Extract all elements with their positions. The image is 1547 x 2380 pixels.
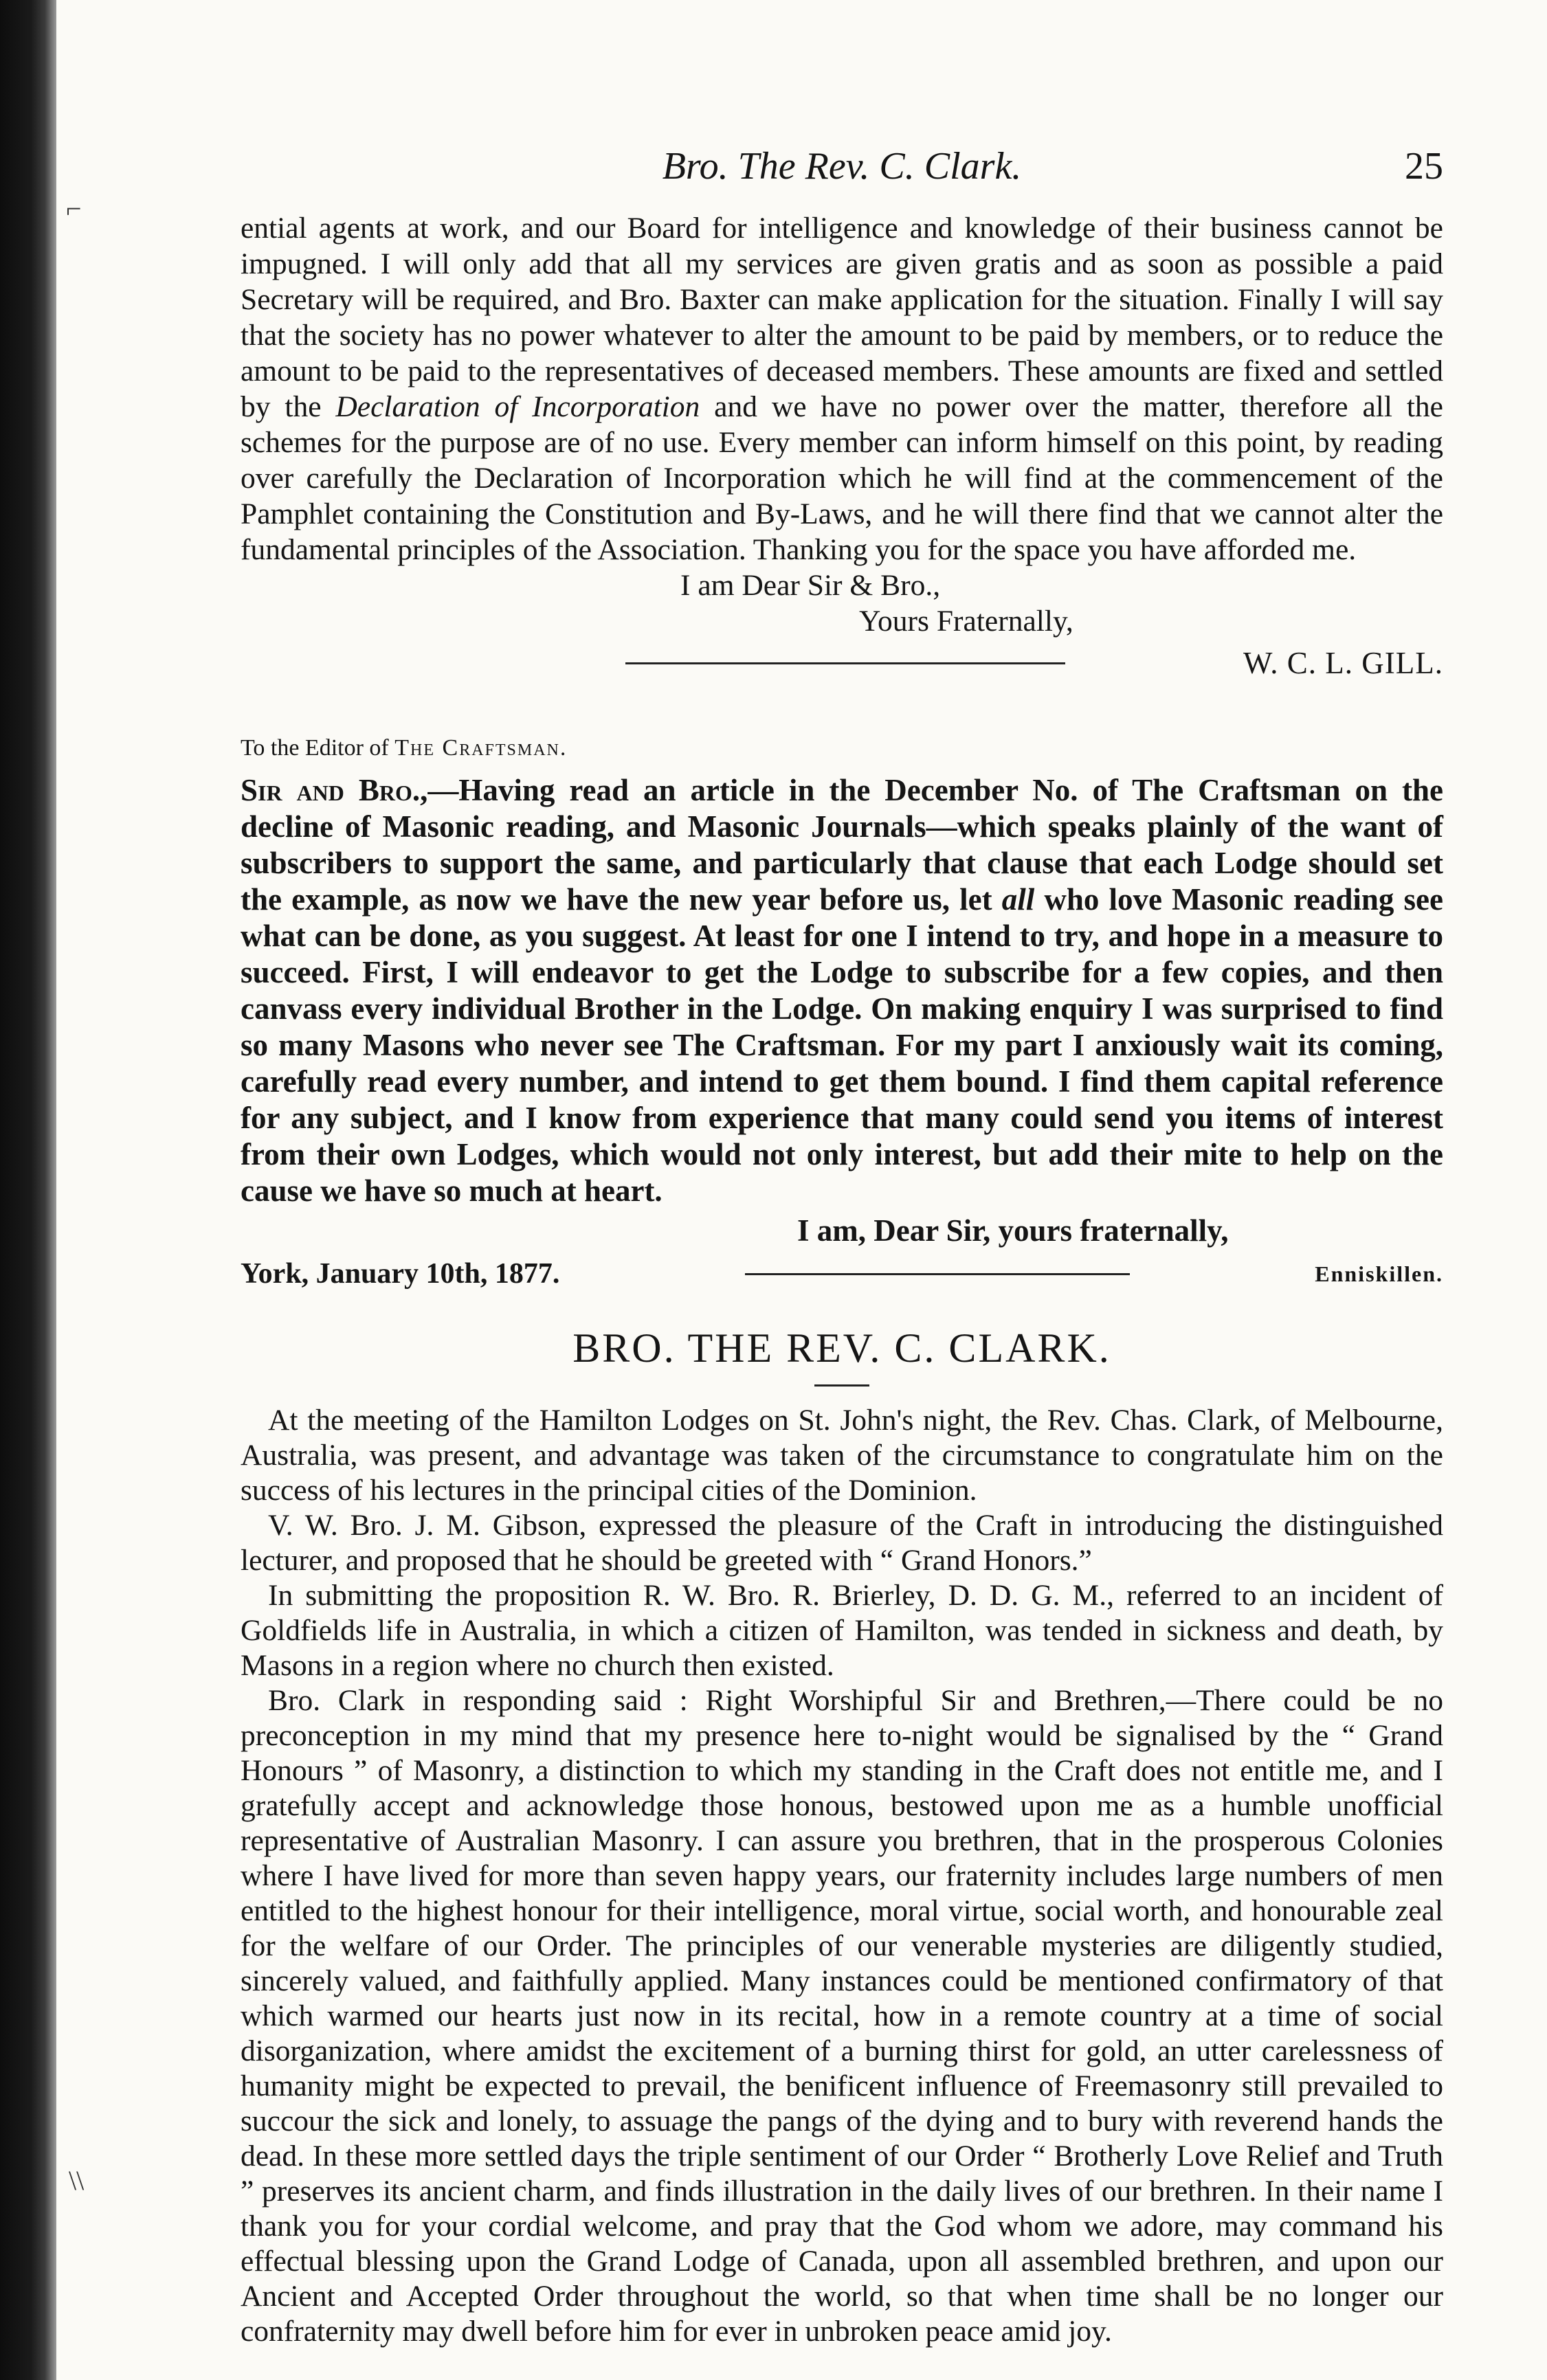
letter-enniskillen-body (241, 772, 1443, 1209)
scan-mark: \\ (69, 2165, 85, 2196)
scan-mark: ⌐ (66, 193, 82, 224)
divider (814, 1384, 869, 1387)
article-body (241, 1403, 1443, 2349)
letter-gill (241, 210, 1443, 687)
article-paragraph: V. W. Bro. J. M. Gibson, expressed the pleasure of the Craft in introducing the distinguished lecturer, and proposed that he should be greeted with “ Grand Honors.” (241, 1509, 1443, 1577)
place-date: York, January 10th, 1877. (241, 1258, 560, 1290)
article-paragraph: In submitting the proposition R. W. Bro. R. Brierley, D. D. G. M., referred to an incident of Goldfields life in Australia, in which a citizen of Hamilton, was tended in sickness and death, by Masons in a region where no church then existed. (241, 1579, 1443, 1682)
salutation: Sir and Bro. (241, 773, 421, 807)
running-head (241, 144, 1443, 210)
signature: W. C. L. GILL. (1243, 646, 1443, 680)
page-content (241, 144, 1443, 2349)
divider (625, 662, 1065, 664)
running-title: Bro. The Rev. C. Clark. (662, 145, 1022, 188)
letter-italic: all (1001, 882, 1035, 917)
letter-gill-text: ential agents at work, and our Board for intelligence and knowledge of their business cannot be impugned. I will only add that all my services are given gratis and as soon as possible a paid Secretary will be required, and Bro. Baxter can make application for the situation. Finally I will say that the society has no power whatever to alter the amount to be paid by members, or to reduce the amount to be paid to the representatives of deceased members. These amounts are fixed and settled by the (241, 212, 1443, 423)
book-spine-shadow (0, 0, 56, 2380)
dateline (241, 1252, 1443, 1296)
divider (745, 1273, 1130, 1275)
page-number: 25 (1405, 145, 1443, 188)
addressee (241, 735, 1443, 761)
publication-name: The Craftsman. (394, 735, 568, 761)
letter-gill-closing (241, 568, 1443, 639)
letter-gill-body (241, 210, 1443, 568)
letter-gill-text-rest: and we have no power over the matter, therefore all the schemes for the purpose are of no use. Every member can inform himself on this point, by reading over carefully the Declaration of Incorporation which he will find at the commencement of the Pamphlet containing the Constitution and By-Laws, and he will there find that we cannot alter the fundamental principles of the Association. Thanking you for the space you have afforded me. (241, 390, 1443, 566)
closing-line: I am Dear Sir & Bro., (680, 569, 941, 602)
letter-text-rest: who love Masonic reading see what can be done, as you suggest. At least for one I intend to try, and hope in a measure to succeed. First, I will endeavor to get the Lodge to subscribe for a few copies, and then canvass every individual Brother in the Lodge. On making enquiry I was surprised to find so many Masons who never see The Craftsman. For my part I anxiously wait its coming, carefully read every number, and intend to get them bound. I find them capital reference for any subject, and I know from experience that many could send you items of interest from their own Lodges, which would not only interest, but add their mite to help on the cause we have so much at heart. (241, 882, 1443, 1208)
article-paragraph: Bro. Clark in responding said : Right Worshipful Sir and Brethren,—There could be no preconception in my mind that my presence here to-night would be signalised by the “ Grand Honours ” of Masonry, a distinction to which my standing in the Craft does not entitle me, and I gratefully accept and acknowledge those honous, bestowed upon me as a humble unofficial representative of Australian Masonry. I can assure you brethren, that in the prosperous Colonies where I have lived for more than seven happy years, our fraternity includes large numbers of men entitled to the highest honour for their intelligence, moral virtue, social worth, and honourable zeal for the welfare of our Order. The principles of our venerable mysteries are diligently studied, sincerely valued, and faithfully applied. Many instances could be mentioned confirmatory of that which warmed our hearts just now in its recital, how in a remote country at a time of social disorganization, where amidst the excitement of a burning thirst for gold, an utter carelessness of humanity might be expected to prevail, the benificent influence of Freemasonry still prevailed to succour the sick and lonely, to assuage the pangs of the dying and to bury with reverend hands the dead. In these more settled days the triple sentiment of our Order “ Brotherly Love Relief and Truth ” preserves its ancient charm, and finds illustration in the daily lives of our brethren. In their name I thank you for your cordial welcome, and pray that the God whom we adore, may command his effectual blessing upon the Grand Lodge of Canada, upon all assembled brethren, and upon our Ancient and Accepted Order throughout the world, so that when time shall be no longer our confraternity may dwell before him for ever in unbroken peace amid joy. (241, 1684, 1443, 2348)
letter-enniskillen (241, 735, 1443, 1296)
signature-row (241, 639, 1443, 687)
letter-gill-italic: Declaration of Incorporation (335, 390, 700, 423)
addressee-prefix: To the Editor of (241, 735, 395, 761)
article-paragraph: At the meeting of the Hamilton Lodges on St. John's night, the Rev. Chas. Clark, of Melbourne, Australia, was present, and advantage was taken of the circumstance to congratulate him on the success of his lectures in the principal cities of the Dominion. (241, 1404, 1443, 1507)
closing-line: I am, Dear Sir, yours fraternally, (797, 1213, 1229, 1248)
signature: Enniskillen. (1315, 1261, 1443, 1286)
letter-text: ,—Having read an article in the December No. of The Craftsman on the decline of Masonic reading, and Masonic Journals—which speaks plainly of the want of subscribers to support the same, and particularly that clause that each Lodge should set the example, as now we have the new year before us, let (241, 773, 1443, 917)
closing-line: Yours Fraternally, (859, 605, 1073, 638)
article-title: BRO. THE REV. C. CLARK. (572, 1325, 1111, 1371)
